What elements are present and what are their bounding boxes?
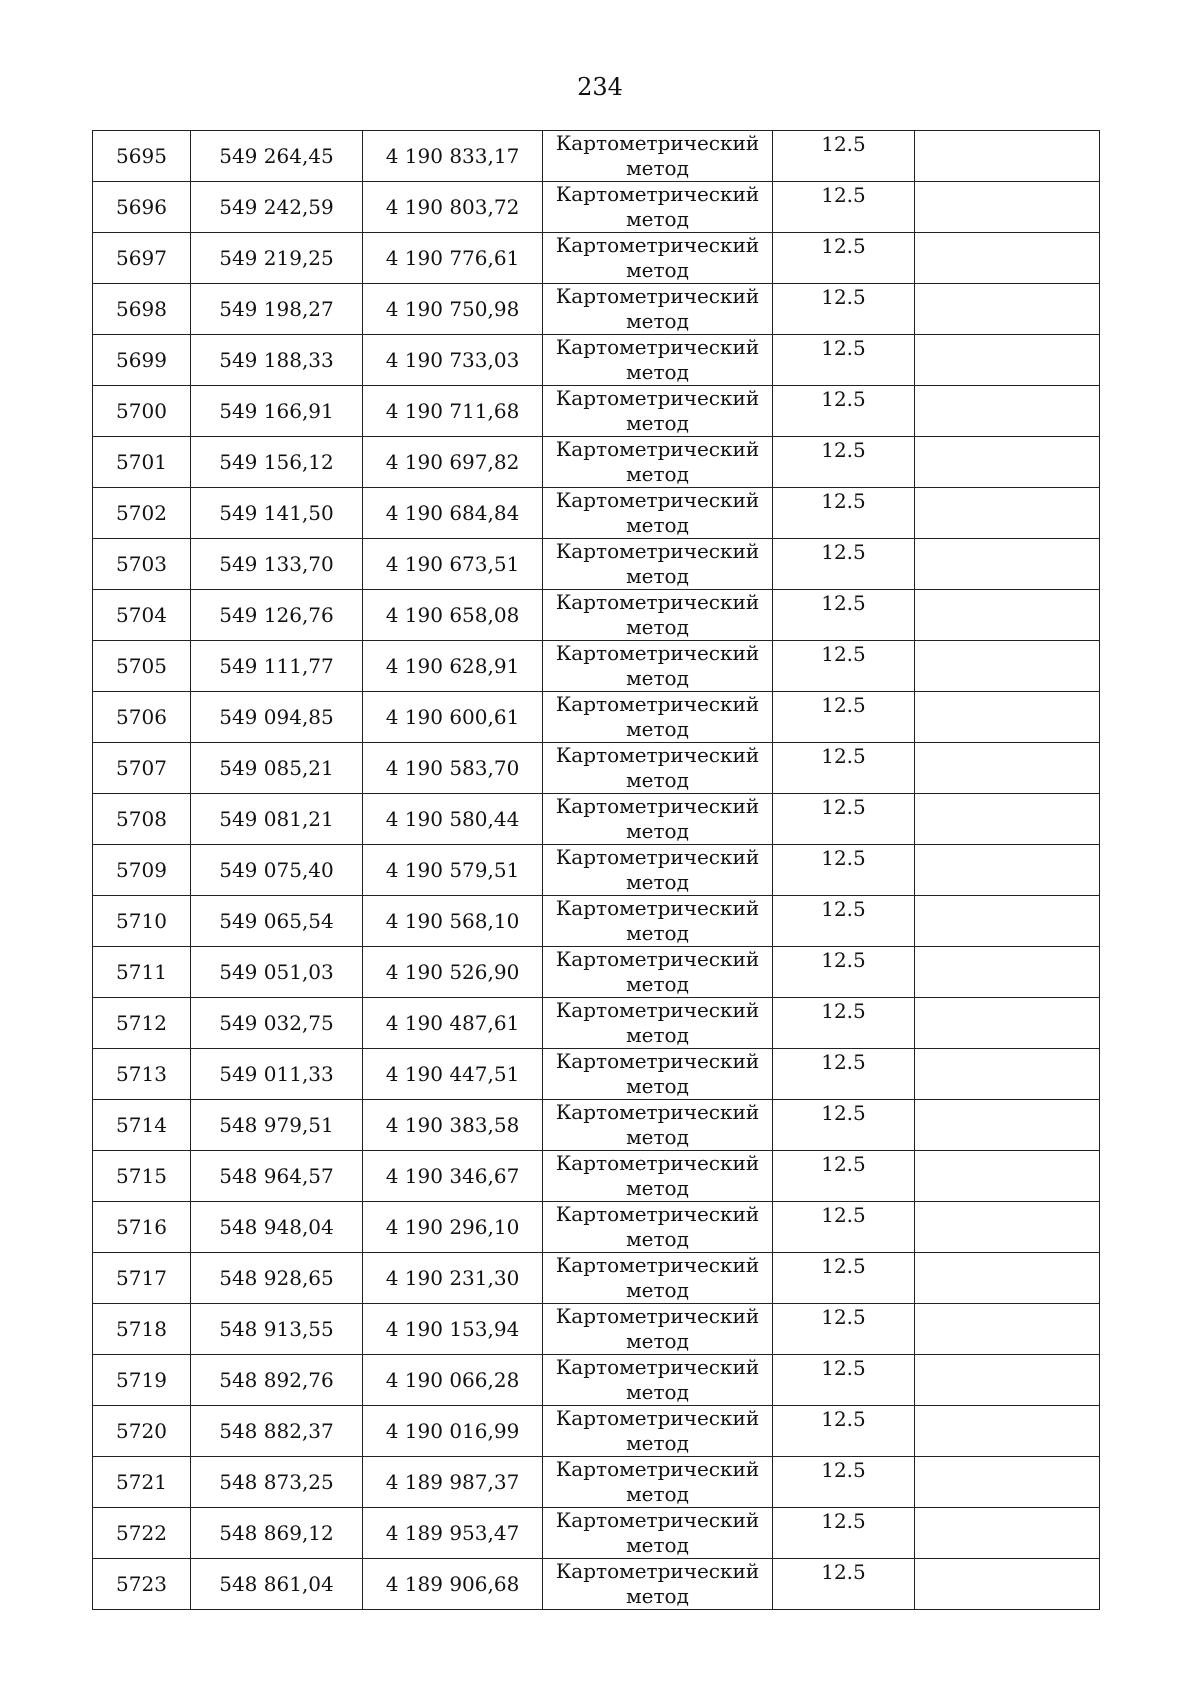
method-line-1: Картометрический [555, 1202, 760, 1226]
point-number-cell: 5695 [93, 131, 191, 182]
y-coordinate-cell: 4 190 600,61 [363, 692, 543, 743]
method-line-2: метод [626, 1584, 689, 1608]
accuracy-cell: 12.5 [773, 1100, 915, 1151]
y-coordinate-cell: 4 190 833,17 [363, 131, 543, 182]
point-number-cell: 5718 [93, 1304, 191, 1355]
point-number-cell: 5703 [93, 539, 191, 590]
accuracy-cell: 12.5 [773, 284, 915, 335]
accuracy-cell: 12.5 [773, 1151, 915, 1202]
method-line-1: Картометрический [555, 335, 760, 359]
method-line-1: Картометрический [555, 1355, 760, 1379]
method-line-1: Картометрический [555, 641, 760, 665]
method-cell [543, 284, 773, 335]
x-coordinate-cell: 548 964,57 [191, 1151, 363, 1202]
method-line-2: метод [626, 717, 689, 741]
y-coordinate-cell: 4 190 583,70 [363, 743, 543, 794]
empty-cell [915, 1151, 1100, 1202]
point-number-cell: 5708 [93, 794, 191, 845]
method-line-2: метод [626, 1380, 689, 1404]
point-number-cell: 5713 [93, 1049, 191, 1100]
empty-cell [915, 1202, 1100, 1253]
empty-cell [915, 845, 1100, 896]
point-number-cell: 5696 [93, 182, 191, 233]
method-line-2: метод [626, 1227, 689, 1251]
method-cell [543, 1355, 773, 1406]
method-line-1: Картометрический [555, 1406, 760, 1430]
x-coordinate-cell: 549 133,70 [191, 539, 363, 590]
table-row [93, 998, 1100, 1049]
table-row [93, 1049, 1100, 1100]
method-cell [543, 1508, 773, 1559]
x-coordinate-cell: 549 065,54 [191, 896, 363, 947]
method-line-1: Картометрический [555, 1559, 760, 1583]
accuracy-cell: 12.5 [773, 233, 915, 284]
empty-cell [915, 1508, 1100, 1559]
table-row [93, 743, 1100, 794]
table-row [93, 1151, 1100, 1202]
y-coordinate-cell: 4 190 579,51 [363, 845, 543, 896]
accuracy-cell: 12.5 [773, 641, 915, 692]
x-coordinate-cell: 548 979,51 [191, 1100, 363, 1151]
point-number-cell: 5699 [93, 335, 191, 386]
method-line-1: Картометрический [555, 539, 760, 563]
y-coordinate-cell: 4 190 776,61 [363, 233, 543, 284]
x-coordinate-cell: 548 869,12 [191, 1508, 363, 1559]
empty-cell [915, 1049, 1100, 1100]
empty-cell [915, 1406, 1100, 1457]
method-line-1: Картометрический [555, 896, 760, 920]
table-row [93, 284, 1100, 335]
table-row [93, 539, 1100, 590]
table-row [93, 1559, 1100, 1610]
method-line-1: Картометрический [555, 794, 760, 818]
x-coordinate-cell: 548 892,76 [191, 1355, 363, 1406]
accuracy-cell: 12.5 [773, 131, 915, 182]
empty-cell [915, 233, 1100, 284]
accuracy-cell: 12.5 [773, 1304, 915, 1355]
table-row [93, 437, 1100, 488]
point-number-cell: 5705 [93, 641, 191, 692]
point-number-cell: 5714 [93, 1100, 191, 1151]
x-coordinate-cell: 549 166,91 [191, 386, 363, 437]
empty-cell [915, 131, 1100, 182]
table-row [93, 1406, 1100, 1457]
method-line-1: Картометрический [555, 1304, 760, 1328]
method-cell [543, 386, 773, 437]
point-number-cell: 5716 [93, 1202, 191, 1253]
method-cell [543, 437, 773, 488]
table-row [93, 896, 1100, 947]
point-number-cell: 5709 [93, 845, 191, 896]
point-number-cell: 5715 [93, 1151, 191, 1202]
point-number-cell: 5707 [93, 743, 191, 794]
y-coordinate-cell: 4 190 750,98 [363, 284, 543, 335]
x-coordinate-cell: 549 242,59 [191, 182, 363, 233]
accuracy-cell: 12.5 [773, 1049, 915, 1100]
method-line-2: метод [626, 462, 689, 486]
empty-cell [915, 947, 1100, 998]
method-line-1: Картометрический [555, 692, 760, 716]
method-line-1: Картометрический [555, 386, 760, 410]
accuracy-cell: 12.5 [773, 437, 915, 488]
method-line-1: Картометрический [555, 131, 760, 155]
method-line-1: Картометрический [555, 998, 760, 1022]
method-line-1: Картометрический [555, 488, 760, 512]
method-cell [543, 1406, 773, 1457]
point-number-cell: 5719 [93, 1355, 191, 1406]
empty-cell [915, 1100, 1100, 1151]
accuracy-cell: 12.5 [773, 1559, 915, 1610]
y-coordinate-cell: 4 190 346,67 [363, 1151, 543, 1202]
coordinates-table [92, 130, 1100, 1610]
method-line-2: метод [626, 1431, 689, 1455]
accuracy-cell: 12.5 [773, 1457, 915, 1508]
method-line-2: метод [626, 156, 689, 180]
y-coordinate-cell: 4 190 711,68 [363, 386, 543, 437]
y-coordinate-cell: 4 190 447,51 [363, 1049, 543, 1100]
x-coordinate-cell: 549 051,03 [191, 947, 363, 998]
method-line-2: метод [626, 1176, 689, 1200]
method-line-2: метод [626, 1023, 689, 1047]
point-number-cell: 5702 [93, 488, 191, 539]
y-coordinate-cell: 4 190 153,94 [363, 1304, 543, 1355]
y-coordinate-cell: 4 190 568,10 [363, 896, 543, 947]
table-row [93, 1253, 1100, 1304]
accuracy-cell: 12.5 [773, 743, 915, 794]
empty-cell [915, 794, 1100, 845]
empty-cell [915, 335, 1100, 386]
method-line-2: метод [626, 258, 689, 282]
method-cell [543, 1559, 773, 1610]
empty-cell [915, 896, 1100, 947]
accuracy-cell: 12.5 [773, 1508, 915, 1559]
table-row [93, 590, 1100, 641]
accuracy-cell: 12.5 [773, 488, 915, 539]
method-line-1: Картометрический [555, 1508, 760, 1532]
method-cell [543, 1202, 773, 1253]
x-coordinate-cell: 549 126,76 [191, 590, 363, 641]
table-row [93, 947, 1100, 998]
y-coordinate-cell: 4 190 296,10 [363, 1202, 543, 1253]
x-coordinate-cell: 549 011,33 [191, 1049, 363, 1100]
empty-cell [915, 1355, 1100, 1406]
x-coordinate-cell: 549 094,85 [191, 692, 363, 743]
table-row [93, 1355, 1100, 1406]
table-row [93, 1202, 1100, 1253]
y-coordinate-cell: 4 190 628,91 [363, 641, 543, 692]
y-coordinate-cell: 4 190 526,90 [363, 947, 543, 998]
empty-cell [915, 386, 1100, 437]
method-cell [543, 1151, 773, 1202]
method-cell [543, 641, 773, 692]
point-number-cell: 5704 [93, 590, 191, 641]
accuracy-cell: 12.5 [773, 896, 915, 947]
page-number: 234 [577, 73, 623, 101]
empty-cell [915, 182, 1100, 233]
empty-cell [915, 1457, 1100, 1508]
method-cell [543, 590, 773, 641]
empty-cell [915, 539, 1100, 590]
empty-cell [915, 998, 1100, 1049]
method-cell [543, 131, 773, 182]
method-cell [543, 794, 773, 845]
y-coordinate-cell: 4 190 066,28 [363, 1355, 543, 1406]
method-line-2: метод [626, 1482, 689, 1506]
point-number-cell: 5706 [93, 692, 191, 743]
empty-cell [915, 437, 1100, 488]
y-coordinate-cell: 4 190 487,61 [363, 998, 543, 1049]
table-row [93, 335, 1100, 386]
method-cell [543, 1100, 773, 1151]
table-row [93, 692, 1100, 743]
x-coordinate-cell: 549 219,25 [191, 233, 363, 284]
accuracy-cell: 12.5 [773, 539, 915, 590]
y-coordinate-cell: 4 189 987,37 [363, 1457, 543, 1508]
method-cell [543, 335, 773, 386]
point-number-cell: 5721 [93, 1457, 191, 1508]
x-coordinate-cell: 549 188,33 [191, 335, 363, 386]
method-line-2: метод [626, 564, 689, 588]
accuracy-cell: 12.5 [773, 335, 915, 386]
method-line-2: метод [626, 1278, 689, 1302]
x-coordinate-cell: 549 198,27 [191, 284, 363, 335]
method-cell [543, 692, 773, 743]
accuracy-cell: 12.5 [773, 692, 915, 743]
method-line-1: Картометрический [555, 590, 760, 614]
method-line-1: Картометрический [555, 233, 760, 257]
empty-cell [915, 488, 1100, 539]
table-row [93, 233, 1100, 284]
method-cell [543, 1304, 773, 1355]
method-line-1: Картометрический [555, 743, 760, 767]
x-coordinate-cell: 549 075,40 [191, 845, 363, 896]
method-line-1: Картометрический [555, 182, 760, 206]
empty-cell [915, 1304, 1100, 1355]
point-number-cell: 5697 [93, 233, 191, 284]
method-line-2: метод [626, 972, 689, 996]
empty-cell [915, 284, 1100, 335]
y-coordinate-cell: 4 190 733,03 [363, 335, 543, 386]
x-coordinate-cell: 548 913,55 [191, 1304, 363, 1355]
point-number-cell: 5701 [93, 437, 191, 488]
x-coordinate-cell: 548 928,65 [191, 1253, 363, 1304]
y-coordinate-cell: 4 190 803,72 [363, 182, 543, 233]
empty-cell [915, 692, 1100, 743]
coordinates-table-body [93, 131, 1100, 1610]
accuracy-cell: 12.5 [773, 845, 915, 896]
y-coordinate-cell: 4 190 673,51 [363, 539, 543, 590]
x-coordinate-cell: 548 948,04 [191, 1202, 363, 1253]
method-line-2: метод [626, 870, 689, 894]
method-cell [543, 998, 773, 1049]
y-coordinate-cell: 4 189 906,68 [363, 1559, 543, 1610]
method-line-1: Картометрический [555, 1151, 760, 1175]
method-cell [543, 743, 773, 794]
method-line-2: метод [626, 360, 689, 384]
y-coordinate-cell: 4 189 953,47 [363, 1508, 543, 1559]
method-cell [543, 233, 773, 284]
x-coordinate-cell: 549 081,21 [191, 794, 363, 845]
method-line-1: Картометрический [555, 947, 760, 971]
method-cell [543, 947, 773, 998]
accuracy-cell: 12.5 [773, 1253, 915, 1304]
method-line-1: Картометрический [555, 1100, 760, 1124]
method-cell [543, 1457, 773, 1508]
point-number-cell: 5710 [93, 896, 191, 947]
method-cell [543, 1049, 773, 1100]
y-coordinate-cell: 4 190 016,99 [363, 1406, 543, 1457]
point-number-cell: 5698 [93, 284, 191, 335]
table-row [93, 845, 1100, 896]
method-line-2: метод [626, 921, 689, 945]
method-line-1: Картометрический [555, 1049, 760, 1073]
accuracy-cell: 12.5 [773, 1406, 915, 1457]
point-number-cell: 5720 [93, 1406, 191, 1457]
y-coordinate-cell: 4 190 580,44 [363, 794, 543, 845]
accuracy-cell: 12.5 [773, 182, 915, 233]
table-row [93, 1304, 1100, 1355]
empty-cell [915, 743, 1100, 794]
method-line-2: метод [626, 768, 689, 792]
y-coordinate-cell: 4 190 231,30 [363, 1253, 543, 1304]
table-row [93, 488, 1100, 539]
table-row [93, 1508, 1100, 1559]
x-coordinate-cell: 549 264,45 [191, 131, 363, 182]
accuracy-cell: 12.5 [773, 386, 915, 437]
method-cell [543, 896, 773, 947]
empty-cell [915, 590, 1100, 641]
method-line-2: метод [626, 411, 689, 435]
empty-cell [915, 1253, 1100, 1304]
method-line-1: Картометрический [555, 437, 760, 461]
table-row [93, 1457, 1100, 1508]
accuracy-cell: 12.5 [773, 590, 915, 641]
x-coordinate-cell: 548 873,25 [191, 1457, 363, 1508]
y-coordinate-cell: 4 190 684,84 [363, 488, 543, 539]
x-coordinate-cell: 548 861,04 [191, 1559, 363, 1610]
method-line-2: метод [626, 666, 689, 690]
accuracy-cell: 12.5 [773, 947, 915, 998]
point-number-cell: 5717 [93, 1253, 191, 1304]
table-row [93, 641, 1100, 692]
method-line-2: метод [626, 819, 689, 843]
method-cell [543, 182, 773, 233]
method-line-2: метод [626, 513, 689, 537]
x-coordinate-cell: 549 085,21 [191, 743, 363, 794]
x-coordinate-cell: 549 141,50 [191, 488, 363, 539]
empty-cell [915, 1559, 1100, 1610]
table-row [93, 1100, 1100, 1151]
table-row [93, 182, 1100, 233]
empty-cell [915, 641, 1100, 692]
table-row [93, 386, 1100, 437]
method-line-2: метод [626, 309, 689, 333]
method-line-1: Картометрический [555, 1457, 760, 1481]
method-cell [543, 1253, 773, 1304]
method-cell [543, 539, 773, 590]
method-line-2: метод [626, 1329, 689, 1353]
method-line-2: метод [626, 1074, 689, 1098]
point-number-cell: 5700 [93, 386, 191, 437]
x-coordinate-cell: 548 882,37 [191, 1406, 363, 1457]
method-line-1: Картометрический [555, 284, 760, 308]
point-number-cell: 5712 [93, 998, 191, 1049]
y-coordinate-cell: 4 190 658,08 [363, 590, 543, 641]
method-line-1: Картометрический [555, 845, 760, 869]
method-line-2: метод [626, 1125, 689, 1149]
method-line-2: метод [626, 1533, 689, 1557]
method-cell [543, 845, 773, 896]
y-coordinate-cell: 4 190 383,58 [363, 1100, 543, 1151]
accuracy-cell: 12.5 [773, 998, 915, 1049]
method-line-2: метод [626, 615, 689, 639]
accuracy-cell: 12.5 [773, 794, 915, 845]
x-coordinate-cell: 549 032,75 [191, 998, 363, 1049]
x-coordinate-cell: 549 111,77 [191, 641, 363, 692]
method-cell [543, 488, 773, 539]
point-number-cell: 5711 [93, 947, 191, 998]
accuracy-cell: 12.5 [773, 1355, 915, 1406]
y-coordinate-cell: 4 190 697,82 [363, 437, 543, 488]
table-row [93, 131, 1100, 182]
method-line-2: метод [626, 207, 689, 231]
table-row [93, 794, 1100, 845]
accuracy-cell: 12.5 [773, 1202, 915, 1253]
x-coordinate-cell: 549 156,12 [191, 437, 363, 488]
point-number-cell: 5722 [93, 1508, 191, 1559]
point-number-cell: 5723 [93, 1559, 191, 1610]
method-line-1: Картометрический [555, 1253, 760, 1277]
